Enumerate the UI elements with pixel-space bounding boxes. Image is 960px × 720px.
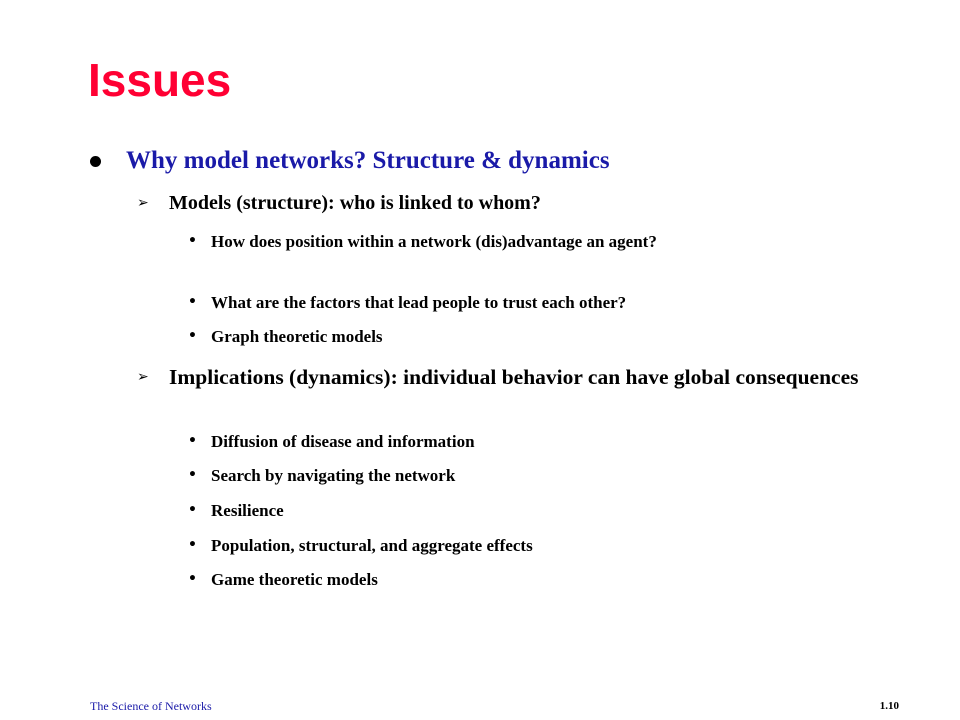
bullet-text: Search by navigating the network — [211, 466, 456, 485]
bullet-level-3 — [188, 324, 848, 349]
bullet-level-2-models — [137, 189, 877, 217]
footer-slide-number: 1.10 — [879, 700, 899, 712]
bullet-level-3 — [188, 498, 848, 523]
bullet-level-3 — [188, 463, 848, 488]
bullet-text: Implications (dynamics): individual behavior can have global consequences — [169, 365, 859, 389]
bullet-level-3 — [188, 567, 848, 592]
bullet-level-3 — [188, 229, 848, 254]
dot-bullet-icon: • — [188, 537, 197, 553]
dot-bullet-icon: • — [188, 233, 197, 249]
bullet-text: Resilience — [211, 501, 284, 520]
slide-title: Issues — [88, 54, 232, 106]
dot-bullet-icon: • — [188, 502, 197, 518]
bullet-text: Game theoretic models — [211, 570, 378, 589]
bullet-text: Diffusion of disease and information — [211, 432, 475, 451]
dot-bullet-icon: • — [188, 294, 197, 310]
bullet-level-1 — [90, 144, 890, 178]
dot-bullet-icon: • — [188, 571, 197, 587]
dot-bullet-icon: • — [188, 328, 197, 344]
arrow-bullet-icon: ➢ — [137, 195, 149, 211]
arrow-bullet-icon: ➢ — [137, 369, 149, 385]
bullet-level-3 — [188, 429, 848, 454]
bullet-text: Models (structure): who is linked to whom? — [169, 192, 541, 214]
round-bullet-icon — [90, 156, 101, 167]
bullet-text: Population, structural, and aggregate effects — [211, 536, 533, 555]
dot-bullet-icon: • — [188, 467, 197, 483]
bullet-level-3 — [188, 533, 848, 558]
bullet-level-2-implications — [137, 361, 877, 393]
bullet-text: What are the factors that lead people to trust each other? — [211, 293, 627, 312]
dot-bullet-icon: • — [188, 433, 197, 449]
bullet-text: How does position within a network (dis)advantage an agent? — [211, 232, 657, 251]
footer-course-title: The Science of Networks — [90, 699, 212, 713]
bullet-text: Graph theoretic models — [211, 327, 383, 346]
bullet-text: Why model networks? Structure & dynamics — [126, 147, 610, 174]
bullet-level-3 — [188, 290, 848, 315]
